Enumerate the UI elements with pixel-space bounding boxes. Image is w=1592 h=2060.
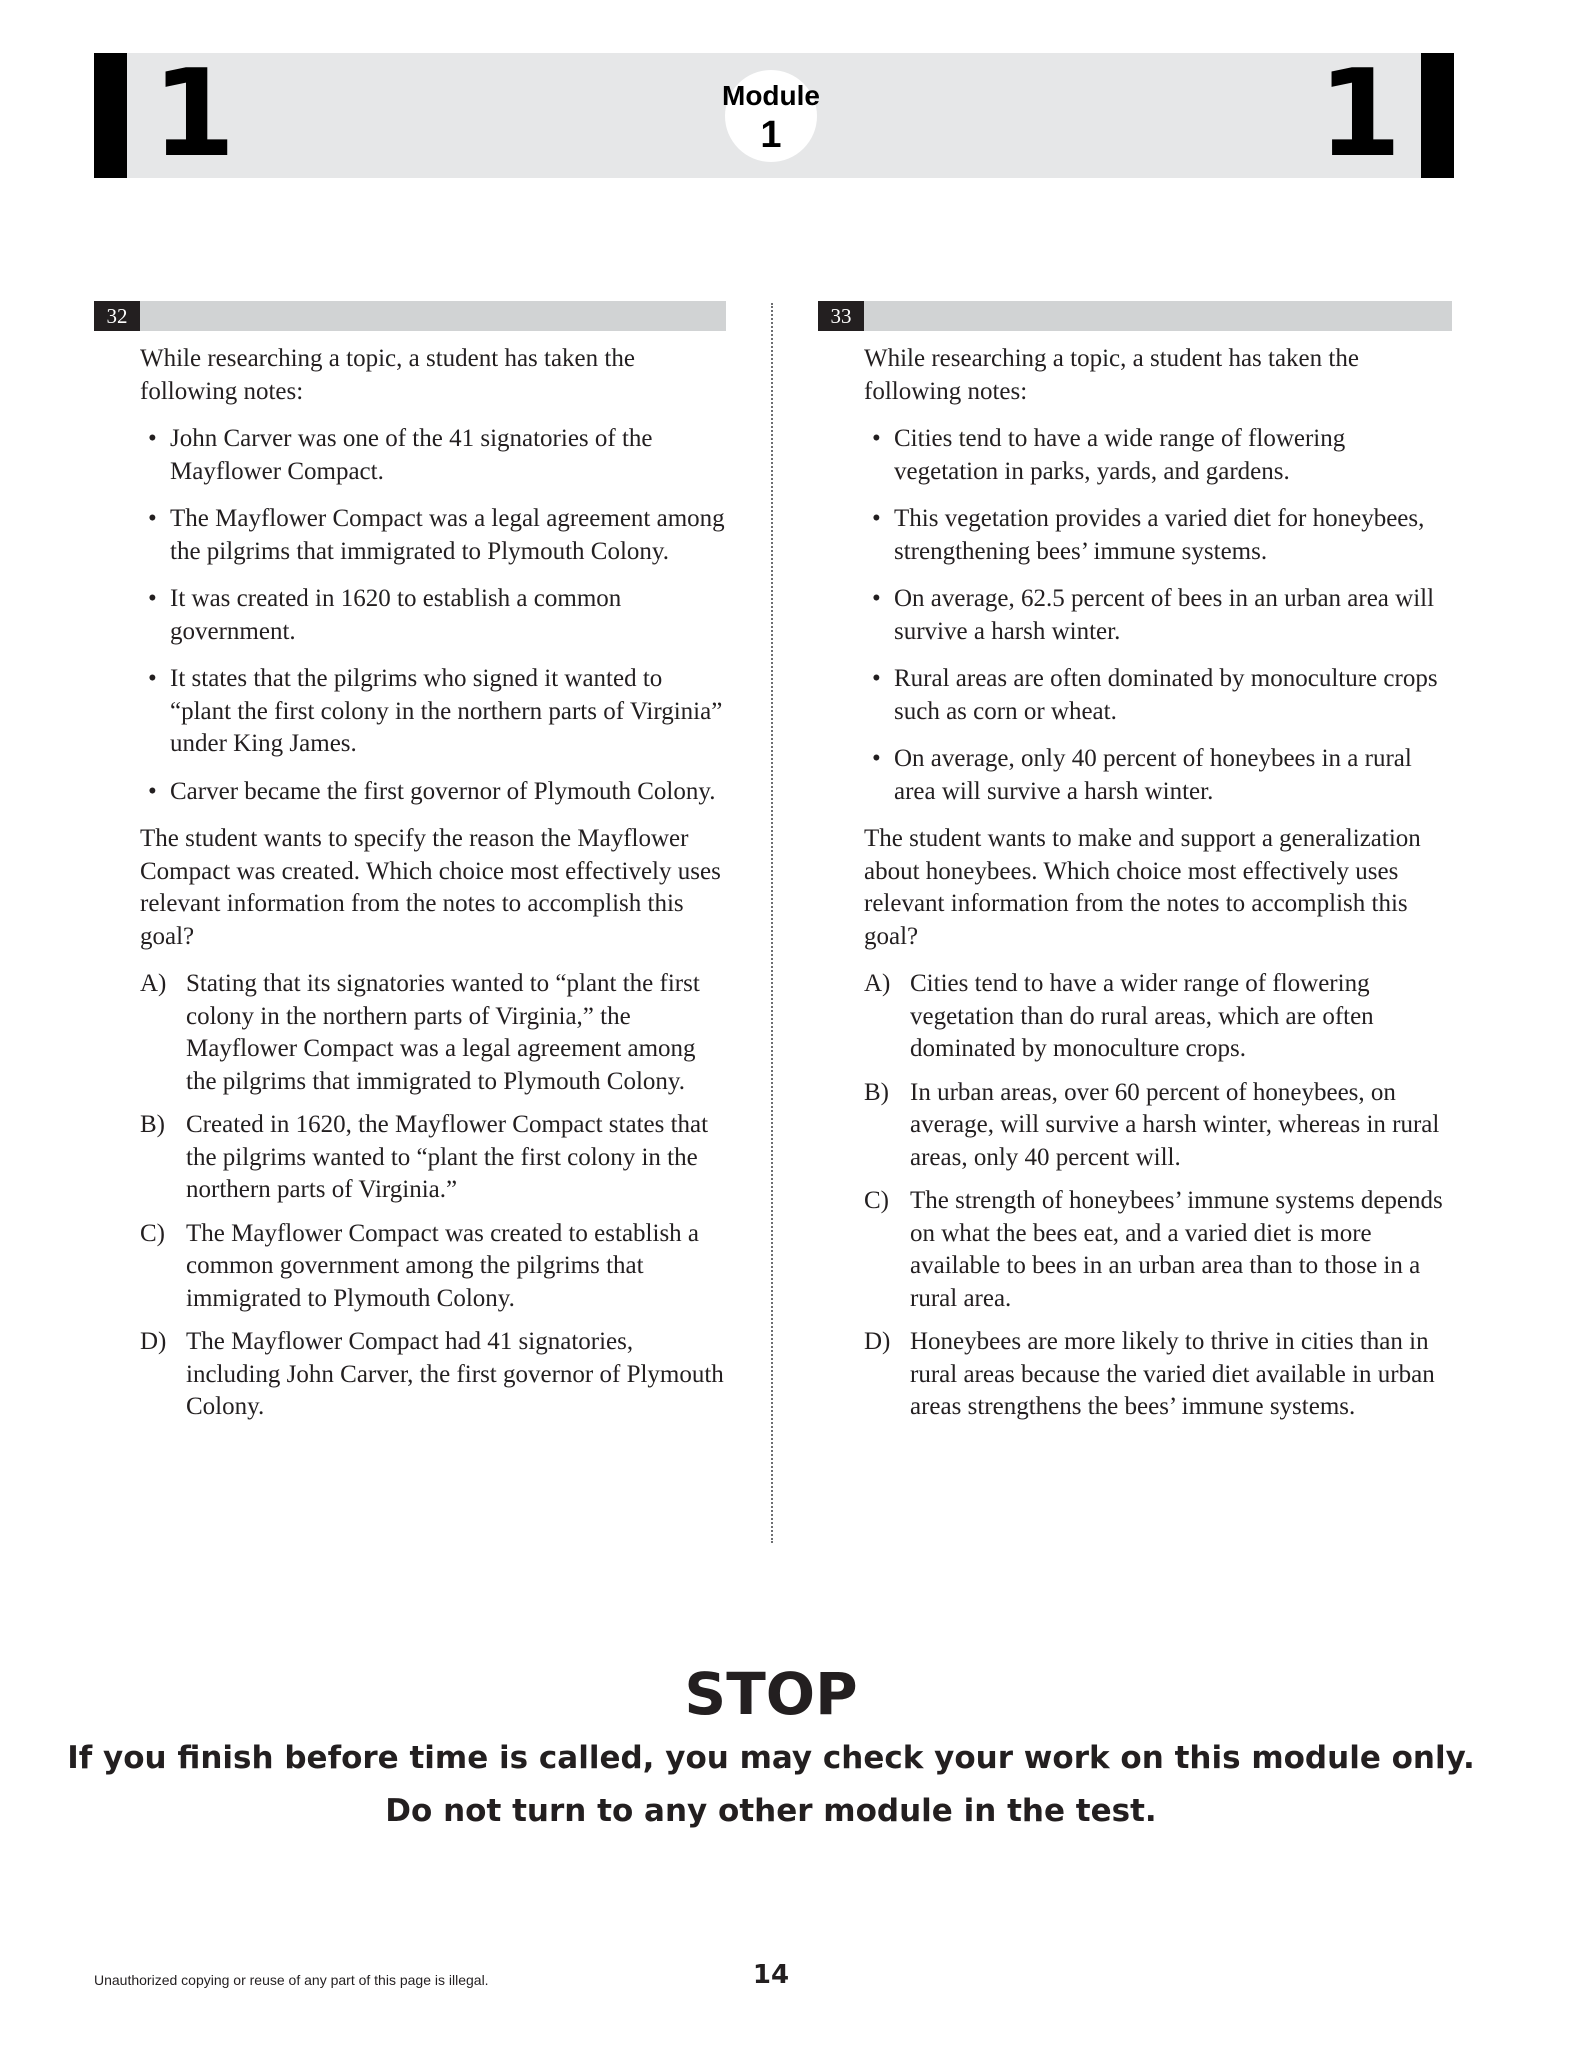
copyright-notice: Unauthorized copying or reuse of any part of this page is illegal.	[94, 1972, 489, 1988]
note-item: • Cities tend to have a wide range of flowering vegetation in parks, yards, and gardens.	[864, 423, 1449, 488]
module-number: 1	[760, 114, 782, 156]
question-intro: While researching a topic, a student has taken the following notes:	[864, 345, 1359, 405]
stop-instruction-line-1: If you finish before time is called, you may check your work on this module only.	[67, 1740, 1475, 1776]
note-item: • It was created in 1620 to establish a common government.	[140, 583, 725, 648]
question-intro: While researching a topic, a student has taken the following notes:	[140, 345, 635, 405]
choice-letter: A)	[864, 970, 891, 997]
notes-list	[140, 423, 725, 808]
answer-choice-b[interactable]	[864, 1077, 1449, 1175]
question-33	[864, 343, 1449, 1435]
note-item: • On average, only 40 percent of honeybees in a rural area will survive a harsh winter.	[864, 743, 1449, 808]
choice-text: Stating that its signatories wanted to “plant the first colony in the northern parts of Virginia,” the Mayflower Compact was a legal agreement among the pilgrims that immigrated to Plymouth Colony.	[186, 970, 700, 1095]
choice-letter: B)	[140, 1111, 165, 1138]
choice-text: The Mayflower Compact had 41 signatories, including John Carver, the first governor of Plymouth Colony.	[186, 1328, 724, 1420]
answer-choice-a[interactable]	[140, 968, 725, 1098]
choice-text: Honeybees are more likely to thrive in cities than in rural areas because the varied diet available in urban areas strengthens the bees’ immune systems.	[910, 1328, 1435, 1420]
question-prompt: The student wants to make and support a generalization about honeybees. Which choice most effectively uses relevant information from the notes to accomplish this goal?	[864, 825, 1421, 950]
choice-letter: B)	[864, 1078, 889, 1106]
question-33-bar	[818, 301, 1452, 331]
module-label: Module	[722, 80, 820, 111]
page-number: 14	[752, 1960, 790, 1990]
choice-letter: C)	[140, 1219, 165, 1247]
question-prompt: The student wants to specify the reason the Mayflower Compact was created. Which choice most effectively uses relevant information from the notes to accomplish this goal?	[140, 825, 721, 950]
answer-choice-d[interactable]	[140, 1326, 725, 1424]
question-number: 32	[94, 301, 140, 331]
header-left-bar	[94, 53, 127, 178]
answer-choice-b[interactable]	[140, 1109, 725, 1207]
header-right-bar	[1421, 53, 1454, 178]
notes-list	[864, 423, 1449, 808]
question-32-bar	[94, 301, 726, 331]
stop-heading: STOP	[684, 1660, 858, 1728]
choice-text: In urban areas, over 60 percent of honeybees, on average, will survive a harsh winter, whereas in rural areas, only 40 percent will.	[910, 1078, 1440, 1171]
note-item: • Carver became the first governor of Plymouth Colony.	[140, 776, 725, 809]
choice-text: Cities tend to have a wider range of flowering vegetation than do rural areas, which are often dominated by monoculture crops.	[910, 970, 1374, 1062]
note-item: • This vegetation provides a varied diet for honeybees, strengthening bees’ immune systems.	[864, 503, 1449, 568]
note-item: • It states that the pilgrims who signed it wanted to “plant the first colony in the northern parts of Virginia” under King James.	[140, 663, 725, 761]
choice-letter: D)	[140, 1328, 167, 1355]
answer-choice-c[interactable]	[864, 1185, 1449, 1315]
choice-text: The Mayflower Compact was created to establish a common government among the pilgrims that immigrated to Plymouth Colony.	[186, 1219, 700, 1312]
choice-text: The strength of honeybees’ immune systems depends on what the bees eat, and a varied diet is more available to bees in an urban area than to those in a rural area.	[910, 1187, 1443, 1312]
note-item: • Rural areas are often dominated by monoculture crops such as corn or wheat.	[864, 663, 1449, 728]
note-item: • John Carver was one of the 41 signatories of the Mayflower Compact.	[140, 423, 725, 488]
answer-choice-d[interactable]	[864, 1326, 1449, 1424]
section-number-left: 1	[152, 45, 236, 184]
section-number-right: 1	[1318, 45, 1402, 184]
note-item: • On average, 62.5 percent of bees in an urban area will survive a harsh winter.	[864, 583, 1449, 648]
column-divider	[771, 303, 773, 1543]
choice-letter: C)	[864, 1187, 889, 1214]
question-number: 33	[818, 301, 864, 331]
choice-letter: D)	[864, 1328, 891, 1355]
answer-choice-c[interactable]	[140, 1218, 725, 1316]
stop-instruction-line-2: Do not turn to any other module in the test.	[385, 1793, 1157, 1829]
choice-text: Created in 1620, the Mayflower Compact states that the pilgrims wanted to “plant the first colony in the northern parts of Virginia.”	[186, 1111, 709, 1203]
question-32	[140, 343, 725, 1435]
note-item: • The Mayflower Compact was a legal agreement among the pilgrims that immigrated to Plymouth Colony.	[140, 503, 725, 568]
answer-choice-a[interactable]	[864, 968, 1449, 1066]
choice-letter: A)	[140, 970, 167, 997]
